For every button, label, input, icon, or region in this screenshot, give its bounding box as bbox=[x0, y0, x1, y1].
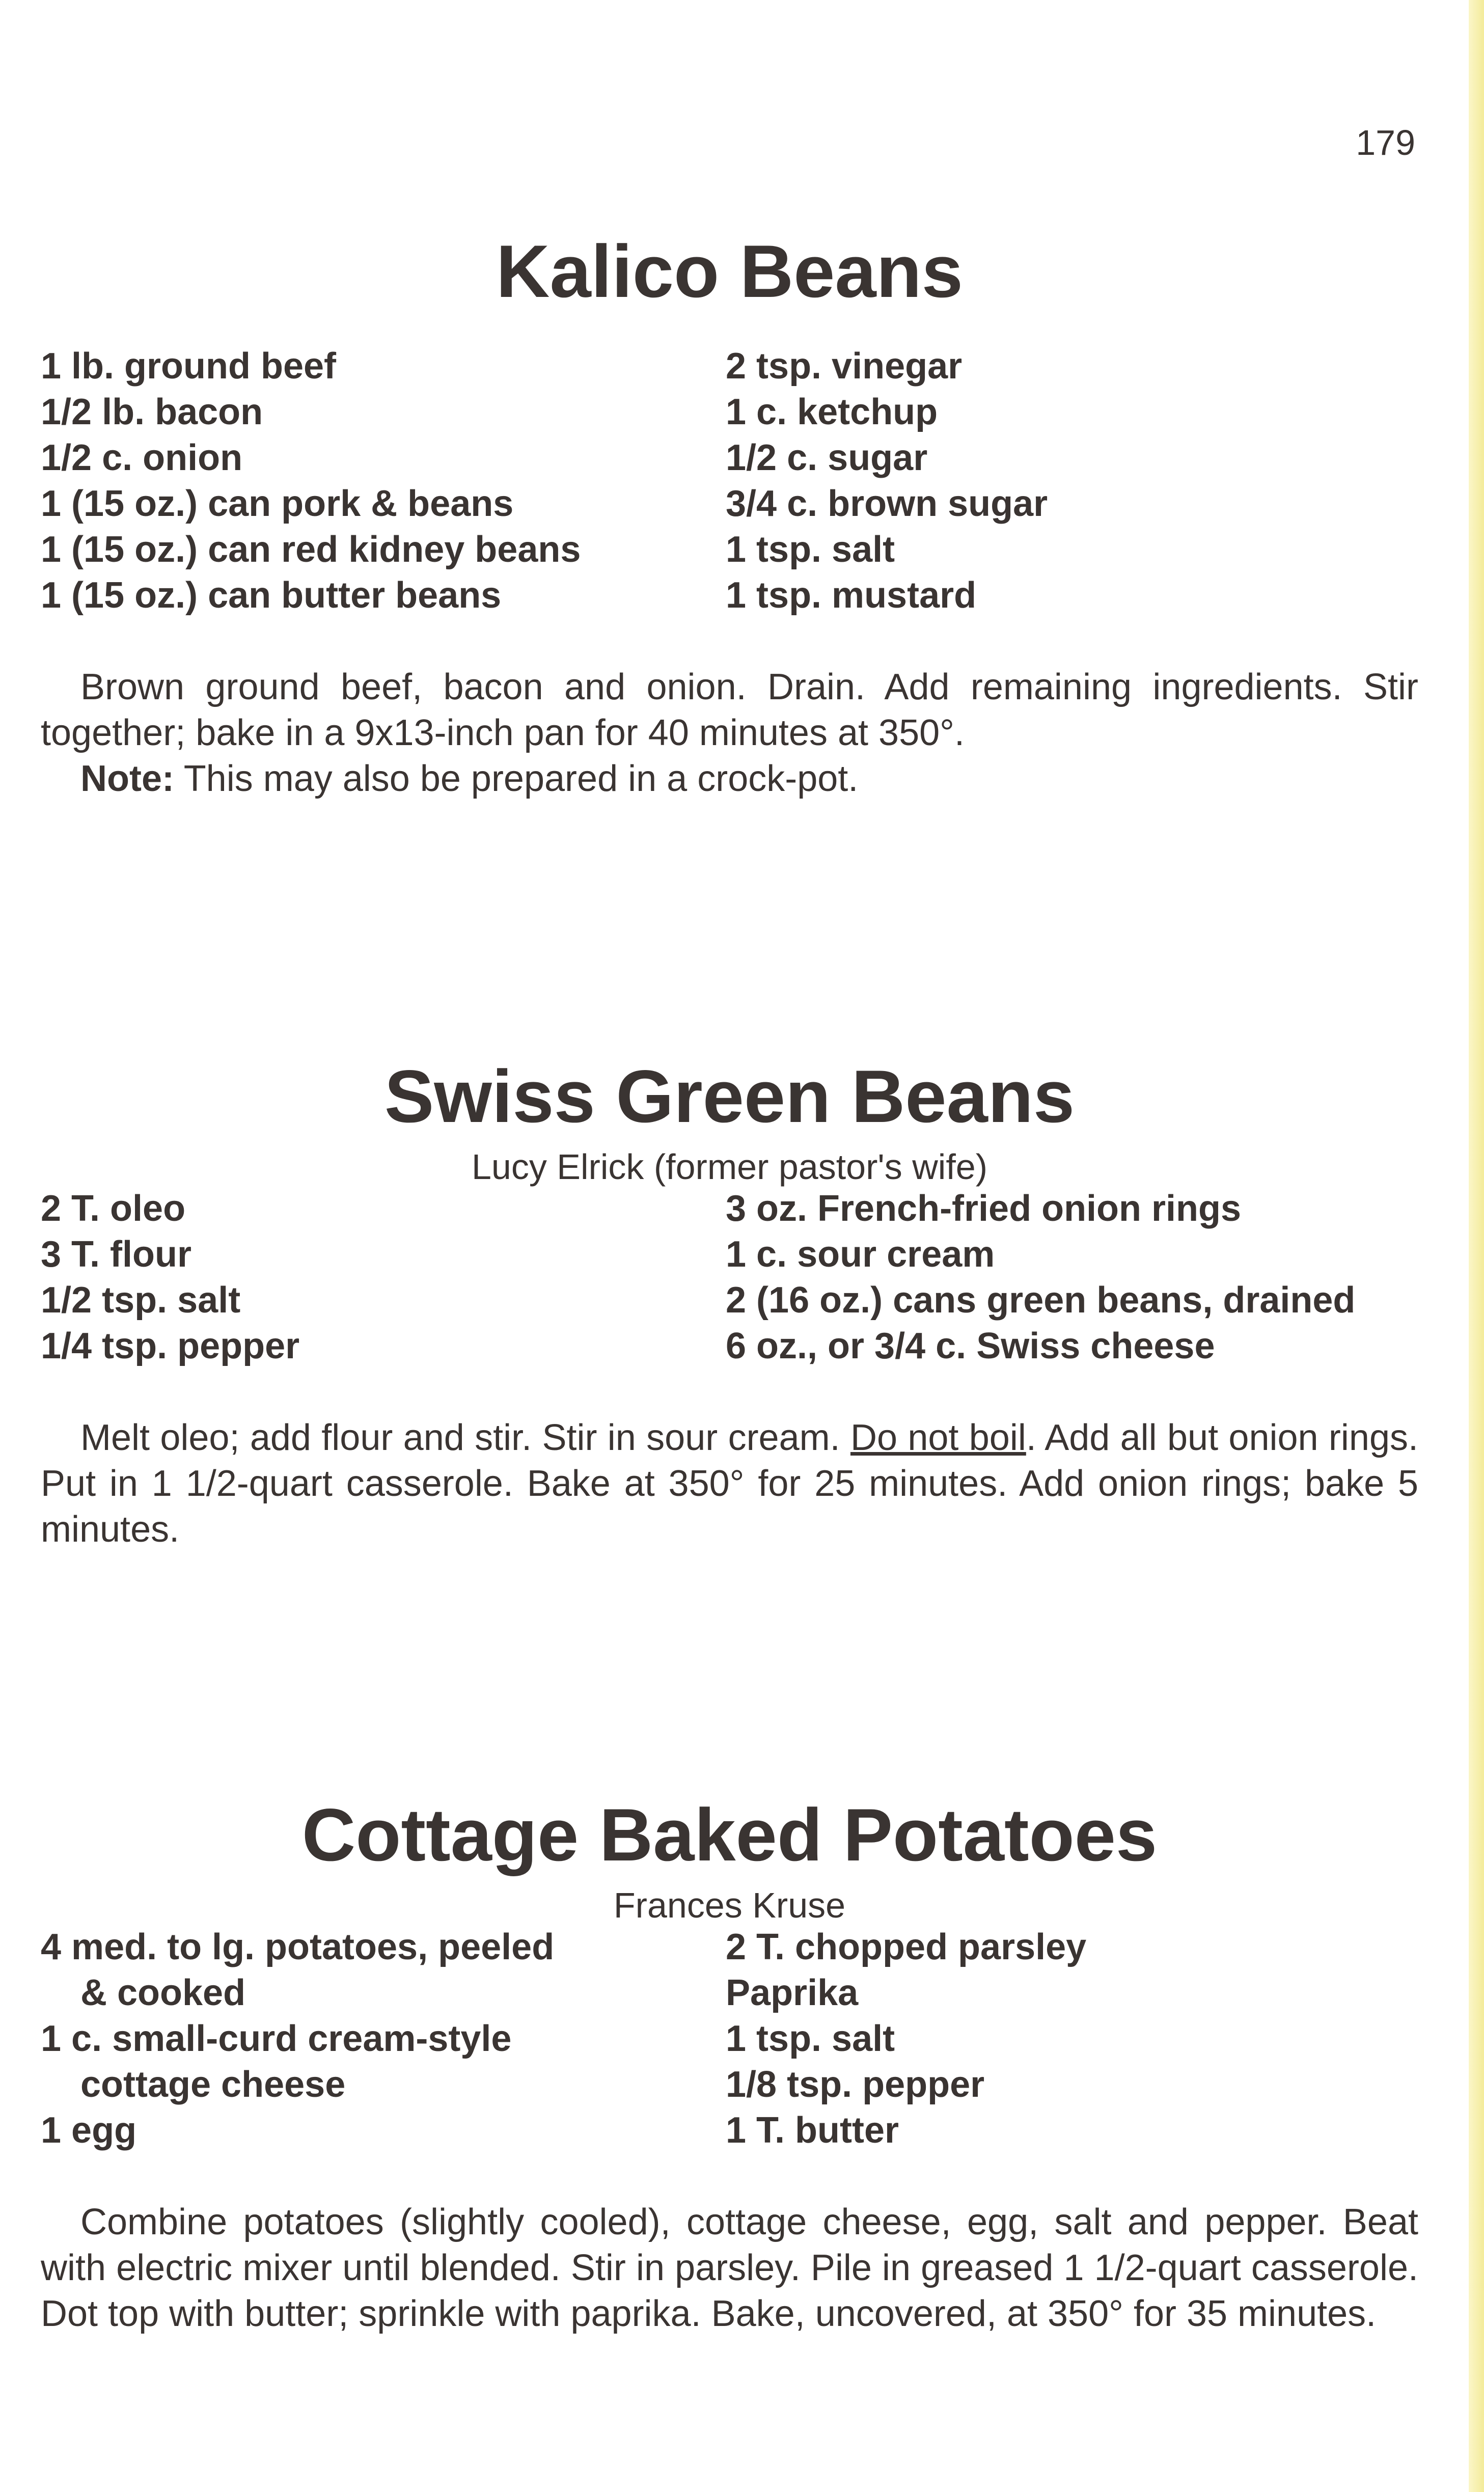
ingredient-item: 1/4 tsp. pepper bbox=[41, 1326, 300, 1366]
ingredient-item: 3 T. flour bbox=[41, 1234, 192, 1275]
ingredient-item: 2 T. oleo bbox=[41, 1188, 186, 1229]
ingredient-item: 1 (15 oz.) can butter beans bbox=[41, 575, 502, 616]
ingredient-item: 2 T. chopped parsley bbox=[726, 1927, 1087, 1967]
recipe-attribution: Frances Kruse bbox=[613, 1885, 846, 1925]
directions-part: . Add all but onion rings. Put in 1 1/2-quart casserole. Bake at 350° for 25 minutes. Add onion rings; bake 5 minutes. bbox=[41, 1417, 1418, 1550]
recipe-attribution: Lucy Elrick (former pastor's wife) bbox=[471, 1147, 988, 1187]
ingredient-item: 1 c. sour cream bbox=[726, 1234, 995, 1275]
ingredient-item: 1/2 tsp. salt bbox=[41, 1280, 241, 1321]
ingredient-column-left bbox=[41, 1924, 726, 2153]
recipe-title: Swiss Green Beans bbox=[384, 1055, 1075, 1138]
page-edge-strip bbox=[1469, 0, 1484, 2492]
ingredient-item: 2 tsp. vinegar bbox=[726, 346, 963, 387]
note-text: This may also be prepared in a crock-pot. bbox=[174, 758, 859, 799]
ingredient-item: 1/2 c. sugar bbox=[726, 437, 928, 478]
ingredient-item: 1 tsp. salt bbox=[726, 2018, 895, 2059]
recipe-cottage-baked-potatoes bbox=[41, 1793, 1418, 2337]
ingredient-list bbox=[41, 1186, 1418, 1369]
ingredient-column-left bbox=[41, 343, 726, 618]
ingredient-item: 1 lb. ground beef bbox=[41, 346, 337, 387]
ingredient-item: 1 tsp. salt bbox=[726, 529, 895, 570]
recipe-title: Kalico Beans bbox=[496, 230, 963, 313]
ingredient-column-right bbox=[726, 1924, 1418, 2153]
ingredient-item-continued: cottage cheese bbox=[80, 2064, 346, 2105]
ingredient-item: 4 med. to lg. potatoes, peeled bbox=[41, 1927, 555, 1967]
ingredient-item: 1 tsp. mustard bbox=[726, 575, 977, 616]
ingredient-column-left bbox=[41, 1186, 726, 1369]
directions-part: Melt oleo; add flour and stir. Stir in sour cream. bbox=[80, 1417, 850, 1458]
ingredient-item: 1 c. small-curd cream-style bbox=[41, 2018, 512, 2059]
ingredient-item: 3/4 c. brown sugar bbox=[726, 483, 1048, 524]
directions-text: Combine potatoes (slightly cooled), cottage cheese, egg, salt and pepper. Beat with electric mixer until blended. Stir in parsley. Pile in greased 1 1/2-quart casserole. Dot top with butter; sprinkle with paprika. Bake, uncovered, at 350° for 35 minutes. bbox=[41, 2202, 1418, 2334]
ingredient-item-continued: & cooked bbox=[80, 1973, 246, 2013]
recipe-kalico-beans bbox=[41, 230, 1418, 802]
ingredient-list bbox=[41, 1924, 1418, 2153]
recipe-swiss-green-beans bbox=[41, 1055, 1418, 1552]
ingredient-item: 1 c. ketchup bbox=[726, 392, 938, 432]
ingredient-item: 1 (15 oz.) can pork & beans bbox=[41, 483, 514, 524]
ingredient-item: 1/2 lb. bacon bbox=[41, 392, 263, 432]
ingredient-item: 3 oz. French-fried onion rings bbox=[726, 1188, 1242, 1229]
ingredient-item: 1 egg bbox=[41, 2110, 137, 2151]
ingredient-item: 6 oz., or 3/4 c. Swiss cheese bbox=[726, 1326, 1215, 1366]
recipe-directions bbox=[41, 664, 1418, 802]
ingredient-column-right bbox=[726, 1186, 1418, 1369]
directions-text bbox=[41, 1415, 1418, 1552]
ingredient-item: Paprika bbox=[726, 1973, 859, 2013]
ingredient-column-right bbox=[726, 343, 1418, 618]
note-label: Note: bbox=[80, 758, 174, 799]
recipe-title: Cottage Baked Potatoes bbox=[301, 1793, 1158, 1876]
ingredient-item: 1 (15 oz.) can red kidney beans bbox=[41, 529, 581, 570]
directions-text: Brown ground beef, bacon and onion. Drain. Add remaining ingredients. Stir together; bake in a 9x13-inch pan for 40 minutes at 350°. bbox=[41, 667, 1418, 753]
directions-emphasis: Do not boil bbox=[850, 1417, 1026, 1458]
ingredient-item: 1/8 tsp. pepper bbox=[726, 2064, 985, 2105]
ingredient-item: 2 (16 oz.) cans green beans, drained bbox=[726, 1280, 1356, 1321]
page-number: 179 bbox=[1356, 123, 1415, 162]
recipe-directions bbox=[41, 2199, 1418, 2337]
recipe-note bbox=[41, 756, 1418, 802]
ingredient-item: 1 T. butter bbox=[726, 2110, 899, 2151]
recipe-directions bbox=[41, 1415, 1418, 1552]
ingredient-list bbox=[41, 343, 1418, 618]
ingredient-item: 1/2 c. onion bbox=[41, 437, 243, 478]
